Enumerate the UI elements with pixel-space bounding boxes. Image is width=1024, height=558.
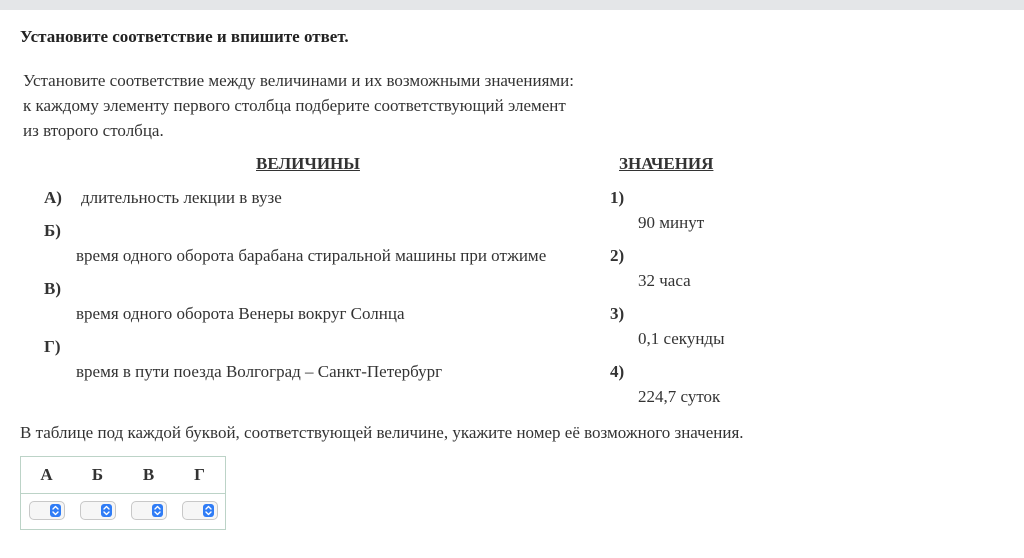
value-number: 1) <box>610 188 625 207</box>
item-text: время в пути поезда Волгоград – Санкт-Петербург <box>76 362 443 381</box>
value-number: 3) <box>610 304 625 323</box>
value-text: 224,7 суток <box>638 387 721 406</box>
item-letter: Б) <box>44 221 61 240</box>
column-title-values: ЗНАЧЕНИЯ <box>619 154 714 173</box>
select-arrows-icon <box>152 504 163 517</box>
answer-header-b: Б <box>91 465 104 484</box>
answer-select-v[interactable] <box>131 501 167 520</box>
answer-cell-v <box>123 501 174 525</box>
task-intro <box>23 68 643 143</box>
answer-header-a: А <box>40 465 53 484</box>
item-text: длительность лекции в вузе <box>81 188 282 207</box>
task-header: Установите соответствие и впишите ответ. <box>20 27 349 46</box>
value-text: 90 минут <box>638 213 705 232</box>
item-letter: В) <box>44 279 61 298</box>
item-letter: А) <box>44 188 62 207</box>
value-text: 32 часа <box>638 271 691 290</box>
value-number: 2) <box>610 246 625 265</box>
top-bar <box>0 0 1024 10</box>
select-arrows-icon <box>101 504 112 517</box>
answer-select-g[interactable] <box>182 501 218 520</box>
select-arrows-icon <box>50 504 61 517</box>
item-text: время одного оборота барабана стиральной машины при отжиме <box>76 246 547 265</box>
intro-line: к каждому элементу первого столбца подберите соответствующий элемент <box>23 96 566 115</box>
answer-select-a[interactable] <box>29 501 65 520</box>
answer-cell-g <box>174 501 225 525</box>
value-number: 4) <box>610 362 625 381</box>
answer-select-b[interactable] <box>80 501 116 520</box>
answer-cell-b <box>72 501 123 525</box>
answer-cell-a <box>21 501 72 525</box>
select-arrows-icon <box>203 504 214 517</box>
item-text: время одного оборота Венеры вокруг Солнца <box>76 304 405 323</box>
answer-header-v: В <box>142 465 155 484</box>
item-letter: Г) <box>44 337 61 356</box>
answer-header-g: Г <box>194 465 205 484</box>
answer-table <box>20 456 226 530</box>
answer-instruction: В таблице под каждой буквой, соответствующей величине, укажите номер её возможного значения. <box>20 423 744 442</box>
intro-line: Установите соответствие между величинами и их возможными значениями: <box>23 71 574 90</box>
answer-table-header <box>21 457 225 494</box>
intro-line: из второго столбца. <box>23 121 164 140</box>
column-title-quantities: ВЕЛИЧИНЫ <box>256 154 360 173</box>
value-text: 0,1 секунды <box>638 329 725 348</box>
